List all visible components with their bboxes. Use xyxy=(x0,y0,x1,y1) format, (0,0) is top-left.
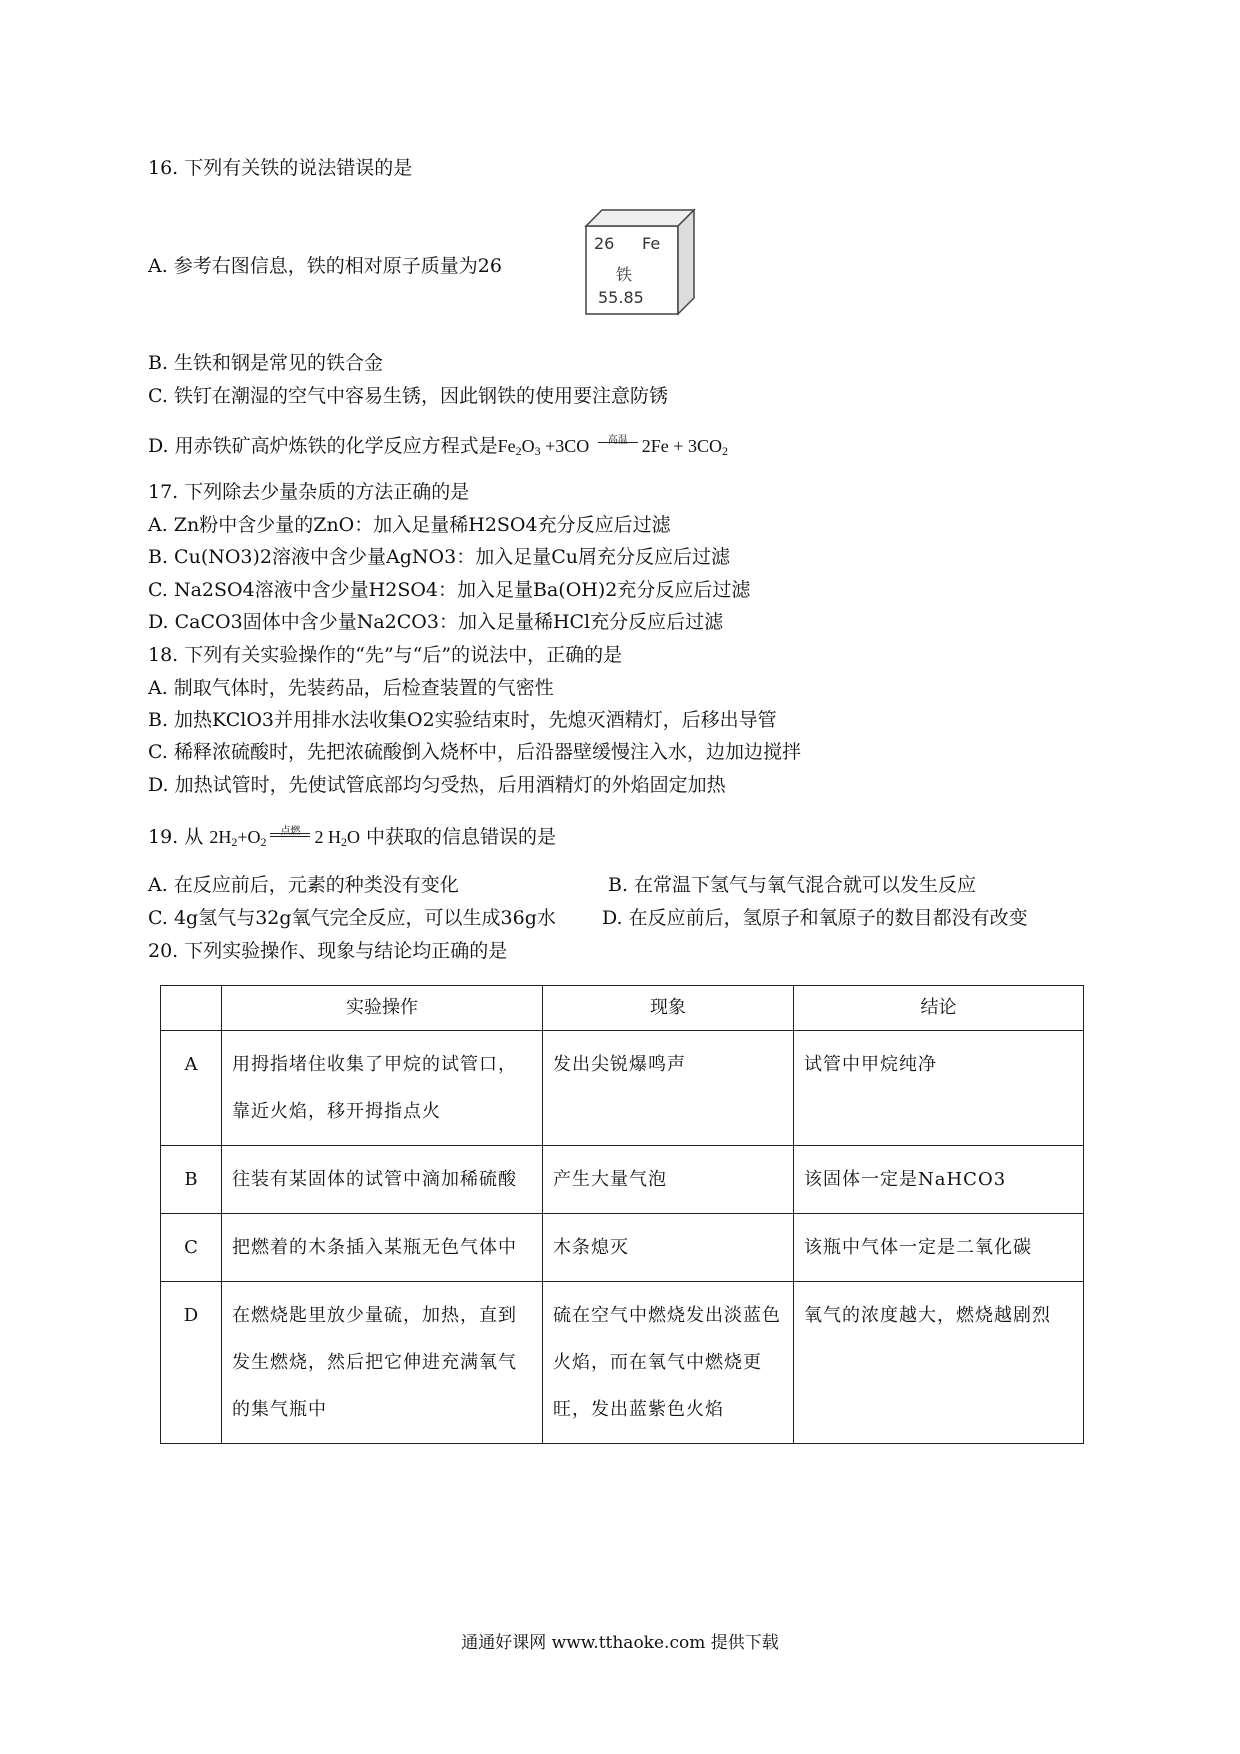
q19-option-a: A. 在反应前后，元素的种类没有变化 xyxy=(148,874,459,896)
row-option: D xyxy=(161,1282,222,1444)
q20-stem: 20. 下列实验操作、现象与结论均正确的是 xyxy=(148,940,508,962)
row-option: C xyxy=(161,1214,222,1282)
q18-option-a: A. 制取气体时，先装药品，后检查装置的气密性 xyxy=(148,677,554,699)
periodic-cell-iron xyxy=(584,208,696,316)
row-conclusion: 试管中甲烷纯净 xyxy=(794,1031,1084,1146)
table-header-row xyxy=(161,986,1084,1031)
q18-option-c: C. 稀释浓硫酸时，先把浓硫酸倒入烧杯中，后沿器壁缓慢注入水，边加边搅拌 xyxy=(148,741,801,763)
reaction-condition: 高温 xyxy=(596,432,640,454)
element-name: 铁 xyxy=(616,265,633,284)
row-option: B xyxy=(161,1146,222,1214)
table-row xyxy=(161,1282,1084,1444)
q17-stem: 17. 下列除去少量杂质的方法正确的是 xyxy=(148,481,470,503)
q16-option-d xyxy=(148,432,728,459)
q19-option-c: C. 4g氢气与32g氧气完全反应，可以生成36g水 xyxy=(148,907,556,929)
q19-stem xyxy=(148,823,556,850)
q17-option-c: C. Na2SO4溶液中含少量H2SO4：加入足量Ba(OH)2充分反应后过滤 xyxy=(148,579,751,601)
atomic-mass: 55.85 xyxy=(598,288,644,307)
q16-option-a: A. 参考右图信息，铁的相对原子质量为26 xyxy=(148,255,502,277)
row-conclusion: 氧气的浓度越大，燃烧越剧烈 xyxy=(794,1282,1084,1444)
header-operation: 实验操作 xyxy=(222,986,543,1031)
q16-option-b: B. 生铁和钢是常见的铁合金 xyxy=(148,352,384,374)
header-phenomenon: 现象 xyxy=(543,986,794,1031)
page-footer: 通通好课网 www.tthaoke.com 提供下载 xyxy=(461,1633,779,1653)
q19-option-d: D. 在反应前后，氢原子和氧原子的数目都没有改变 xyxy=(602,907,1028,929)
q16-stem: 16. 下列有关铁的说法错误的是 xyxy=(148,157,413,179)
q18-stem: 18. 下列有关实验操作的“先”与“后”的说法中，正确的是 xyxy=(148,644,623,666)
header-blank xyxy=(161,986,222,1031)
q19-option-b: B. 在常温下氢气与氧气混合就可以发生反应 xyxy=(608,874,977,896)
atomic-number: 26 xyxy=(594,234,615,253)
row-conclusion: 该瓶中气体一定是二氧化碳 xyxy=(794,1214,1084,1282)
row-option: A xyxy=(161,1031,222,1146)
row-phenomenon: 发出尖锐爆鸣声 xyxy=(543,1031,794,1146)
row-phenomenon: 产生大量气泡 xyxy=(543,1146,794,1214)
experiment-table xyxy=(160,985,1084,1444)
equation-iron-smelting: $Fe_2O_3 +3CO$ 高温 $2Fe + 3CO_2$ xyxy=(498,436,728,456)
q18-option-d: D. 加热试管时，先使试管底部均匀受热，后用酒精灯的外焰固定加热 xyxy=(148,774,726,796)
q19-stem-suffix: 中获取的信息错误的是 xyxy=(366,826,557,848)
header-conclusion: 结论 xyxy=(794,986,1084,1031)
q19-stem-prefix: 19. 从 xyxy=(148,826,204,848)
row-operation: 用拇指堵住收集了甲烷的试管口，靠近火焰，移开拇指点火 xyxy=(222,1031,543,1146)
q17-option-d: D. CaCO3固体中含少量Na2CO3：加入足量稀HCl充分反应后过滤 xyxy=(148,611,724,633)
row-operation: 在燃烧匙里放少量硫，加热，直到发生燃烧，然后把它伸进充满氧气的集气瓶中 xyxy=(222,1282,543,1444)
reaction-condition: 点燃 xyxy=(268,823,312,845)
q16-option-c: C. 铁钉在潮湿的空气中容易生锈，因此钢铁的使用要注意防锈 xyxy=(148,385,668,407)
q16-option-d-text: D. 用赤铁矿高炉炼铁的化学反应方程式是 xyxy=(148,435,498,457)
row-conclusion: 该固体一定是NaHCO3 xyxy=(794,1146,1084,1214)
element-symbol: Fe xyxy=(642,234,661,253)
row-operation: 往装有某固体的试管中滴加稀硫酸 xyxy=(222,1146,543,1214)
table-row xyxy=(161,1214,1084,1282)
table-row xyxy=(161,1031,1084,1146)
q17-option-b: B. Cu(NO3)2溶液中含少量AgNO3：加入足量Cu屑充分反应后过滤 xyxy=(148,546,730,568)
table-row xyxy=(161,1146,1084,1214)
q17-option-a: A. Zn粉中含少量的ZnO：加入足量稀H2SO4充分反应后过滤 xyxy=(148,514,671,536)
row-phenomenon: 硫在空气中燃烧发出淡蓝色火焰，而在氧气中燃烧更旺，发出蓝紫色火焰 xyxy=(543,1282,794,1444)
row-phenomenon: 木条熄灭 xyxy=(543,1214,794,1282)
q18-option-b: B. 加热KClO3并用排水法收集O2实验结束时，先熄灭酒精灯，后移出导管 xyxy=(148,709,777,731)
row-operation: 把燃着的木条插入某瓶无色气体中 xyxy=(222,1214,543,1282)
equation-water-formation: $2H_2+O_2$ 点燃 2 $H_2O$ xyxy=(209,827,360,847)
